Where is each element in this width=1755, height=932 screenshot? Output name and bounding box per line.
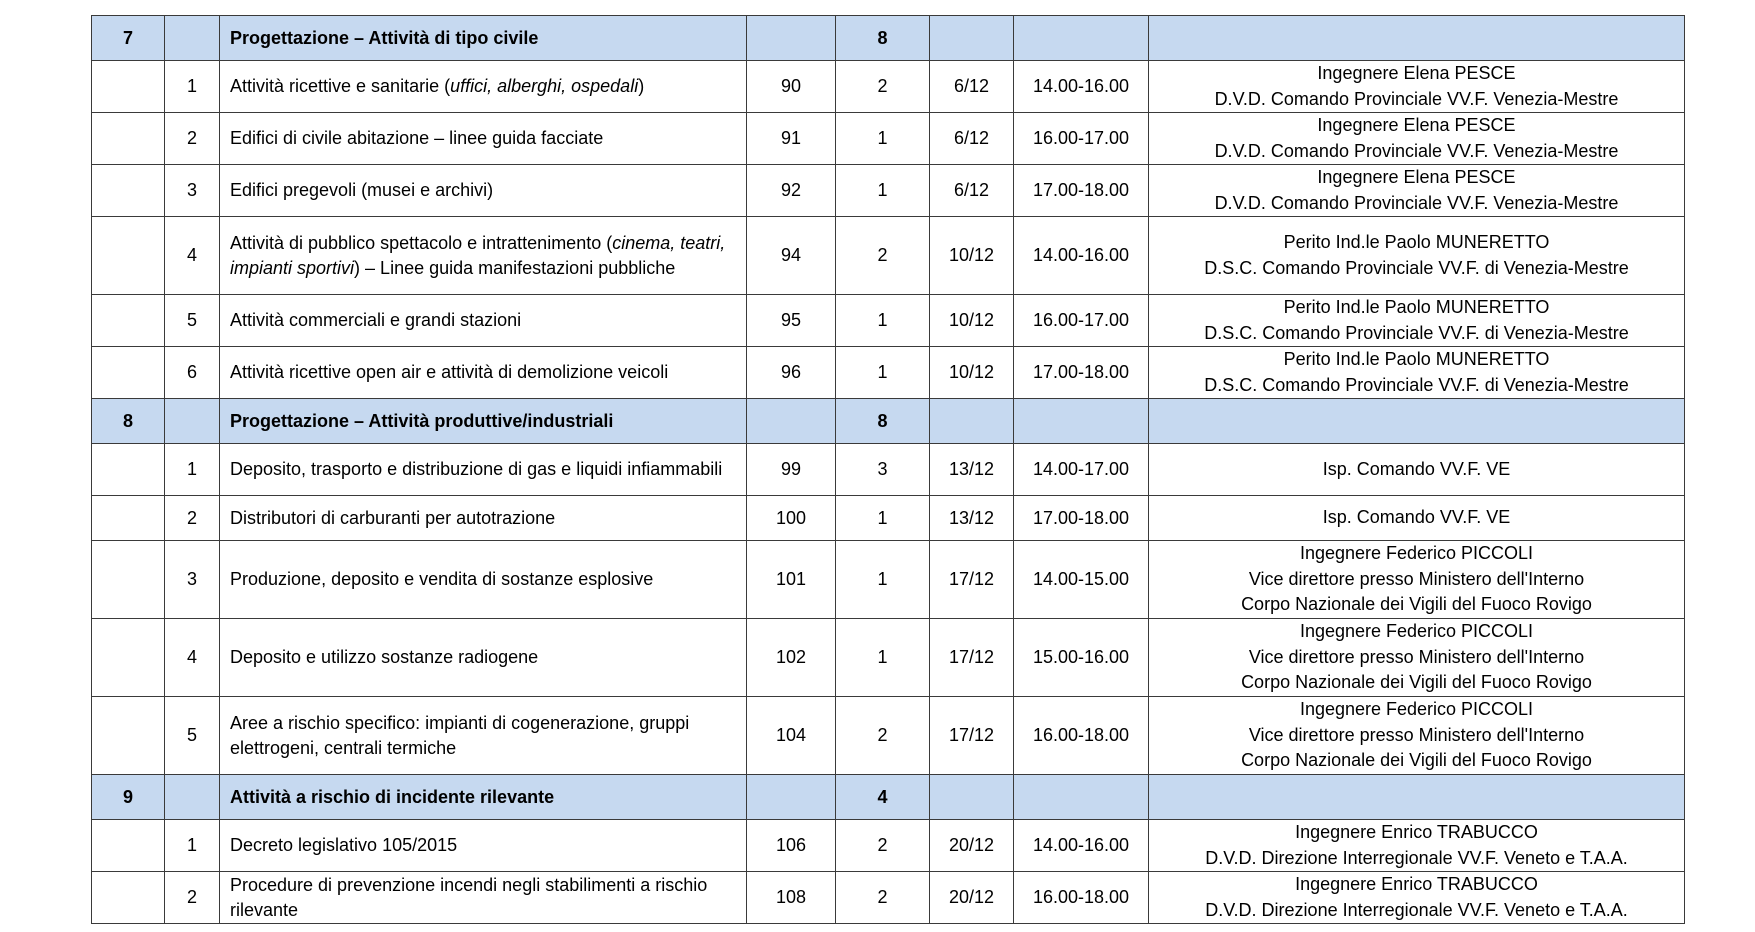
lesson-number: 5: [165, 697, 220, 775]
lesson-description: [220, 61, 747, 113]
section-hours-total: 8: [836, 399, 930, 444]
lesson-number-empty: [165, 399, 220, 444]
lesson-time: 17.00-18.00: [1014, 496, 1149, 541]
teacher-line: D.S.C. Comando Provinciale VV.F. di Venezia-Mestre: [1204, 374, 1629, 395]
teacher-line: D.S.C. Comando Provinciale VV.F. di Venezia-Mestre: [1204, 257, 1629, 278]
module-number: 7: [92, 16, 165, 61]
description-text: Aree a rischio specifico: impianti di cogenerazione, gruppi elettrogeni, centrali termiche: [230, 712, 690, 758]
article-number: 101: [747, 541, 836, 619]
time-empty: [1014, 16, 1149, 61]
section-header-row: [92, 775, 1685, 820]
lesson-date: 17/12: [930, 619, 1014, 697]
lesson-hours: 3: [836, 444, 930, 496]
article-number: 100: [747, 496, 836, 541]
teacher-empty: [1149, 399, 1685, 444]
table-row: [92, 444, 1685, 496]
lesson-time: 15.00-16.00: [1014, 619, 1149, 697]
lesson-time: 14.00-16.00: [1014, 820, 1149, 872]
description-text: Distributori di carburanti per autotrazione: [230, 507, 556, 528]
article-number: 99: [747, 444, 836, 496]
lesson-number-empty: [165, 775, 220, 820]
teacher: [1149, 295, 1685, 347]
table-row: [92, 217, 1685, 295]
table-row: [92, 113, 1685, 165]
teacher: [1149, 872, 1685, 924]
lesson-description: [220, 113, 747, 165]
lesson-date: 10/12: [930, 295, 1014, 347]
lesson-description: [220, 165, 747, 217]
lesson-date: 20/12: [930, 820, 1014, 872]
section-hours-total: 8: [836, 16, 930, 61]
lesson-date: 6/12: [930, 165, 1014, 217]
section-hours-total: 4: [836, 775, 930, 820]
lesson-number: 5: [165, 295, 220, 347]
lesson-number: 1: [165, 444, 220, 496]
teacher: [1149, 165, 1685, 217]
teacher: [1149, 697, 1685, 775]
teacher-line: Corpo Nazionale dei Vigili del Fuoco Rovigo: [1241, 594, 1592, 615]
teacher-line: Ingegnere Federico PICCOLI: [1299, 543, 1534, 564]
lesson-hours: 1: [836, 496, 930, 541]
lesson-hours: 1: [836, 541, 930, 619]
article-number: 91: [747, 113, 836, 165]
teacher-line: Ingegnere Federico PICCOLI: [1299, 621, 1534, 642]
lesson-date: 20/12: [930, 872, 1014, 924]
teacher-line: Perito Ind.le Paolo MUNERETTO: [1283, 232, 1550, 252]
table-row: [92, 165, 1685, 217]
article-number: 92: [747, 165, 836, 217]
teacher-line: Perito Ind.le Paolo MUNERETTO: [1283, 297, 1550, 317]
teacher-line: Vice direttore presso Ministero dell'Interno: [1248, 724, 1585, 745]
teacher-line: D.V.D. Comando Provinciale VV.F. Venezia-Mestre: [1214, 192, 1619, 213]
lesson-time: 14.00-17.00: [1014, 444, 1149, 496]
module-empty: [92, 820, 165, 872]
lesson-hours: 2: [836, 820, 930, 872]
description-text: cinema, teatri, impianti sportivi: [230, 232, 726, 278]
article-number: 108: [747, 872, 836, 924]
lesson-description: [220, 619, 747, 697]
teacher-line: D.V.D. Direzione Interregionale VV.F. Veneto e T.A.A.: [1205, 847, 1628, 868]
section-title: Progettazione – Attività di tipo civile: [220, 16, 747, 61]
module-empty: [92, 619, 165, 697]
lesson-number: 1: [165, 61, 220, 113]
lesson-number-empty: [165, 16, 220, 61]
time-empty: [1014, 399, 1149, 444]
teacher-empty: [1149, 775, 1685, 820]
teacher: [1149, 619, 1685, 697]
table-row: [92, 61, 1685, 113]
lesson-description: [220, 217, 747, 295]
description-text: Procedure di prevenzione incendi negli stabilimenti a rischio rilevante: [230, 874, 708, 920]
time-empty: [1014, 775, 1149, 820]
article-number: 95: [747, 295, 836, 347]
course-schedule-table: [91, 15, 1685, 924]
date-empty: [930, 775, 1014, 820]
section-title: Attività a rischio di incidente rilevante: [220, 775, 747, 820]
teacher: [1149, 820, 1685, 872]
lesson-number: 4: [165, 217, 220, 295]
teacher-line: Vice direttore presso Ministero dell'Interno: [1248, 646, 1585, 667]
lesson-date: 6/12: [930, 113, 1014, 165]
lesson-description: [220, 541, 747, 619]
module-number: 8: [92, 399, 165, 444]
lesson-time: 14.00-16.00: [1014, 217, 1149, 295]
teacher-line: Vice direttore presso Ministero dell'Interno: [1248, 568, 1585, 589]
lesson-description: [220, 295, 747, 347]
table-row: [92, 295, 1685, 347]
description-text: Edifici pregevoli (musei e archivi): [230, 180, 494, 200]
teacher-line: D.S.C. Comando Provinciale VV.F. di Venezia-Mestre: [1204, 322, 1629, 343]
module-empty: [92, 496, 165, 541]
lesson-description: [220, 872, 747, 924]
description-text: Deposito e utilizzo sostanze radiogene: [230, 647, 539, 667]
lesson-description: [220, 697, 747, 775]
lesson-number: 2: [165, 872, 220, 924]
lesson-description: [220, 347, 747, 399]
teacher-line: Perito Ind.le Paolo MUNERETTO: [1283, 349, 1550, 369]
teacher-line: Isp. Comando VV.F. VE: [1322, 507, 1511, 528]
teacher-line: D.V.D. Direzione Interregionale VV.F. Veneto e T.A.A.: [1205, 899, 1628, 920]
lesson-hours: 2: [836, 61, 930, 113]
lesson-hours: 2: [836, 872, 930, 924]
lesson-number: 6: [165, 347, 220, 399]
lesson-date: 13/12: [930, 444, 1014, 496]
module-empty: [92, 872, 165, 924]
teacher-line: Corpo Nazionale dei Vigili del Fuoco Rovigo: [1241, 750, 1592, 771]
table-row: [92, 619, 1685, 697]
description-text: Edifici di civile abitazione – linee guida facciate: [230, 128, 604, 148]
lesson-number: 1: [165, 820, 220, 872]
lesson-time: 17.00-18.00: [1014, 347, 1149, 399]
table-body: [92, 16, 1685, 924]
lesson-hours: 1: [836, 347, 930, 399]
lesson-date: 10/12: [930, 347, 1014, 399]
teacher-line: Ingegnere Elena PESCE: [1317, 115, 1516, 135]
lesson-hours: 1: [836, 165, 930, 217]
lesson-hours: 1: [836, 619, 930, 697]
lesson-date: 13/12: [930, 496, 1014, 541]
lesson-date: 17/12: [930, 541, 1014, 619]
lesson-number: 4: [165, 619, 220, 697]
description-text: Attività di pubblico spettacolo e intrattenimento (: [230, 232, 613, 253]
lesson-description: [220, 496, 747, 541]
lesson-hours: 1: [836, 113, 930, 165]
lesson-time: 16.00-18.00: [1014, 872, 1149, 924]
lesson-hours: 2: [836, 217, 930, 295]
lesson-time: 17.00-18.00: [1014, 165, 1149, 217]
table-row: [92, 541, 1685, 619]
module-empty: [92, 217, 165, 295]
lesson-time: 16.00-17.00: [1014, 113, 1149, 165]
module-empty: [92, 113, 165, 165]
lesson-description: [220, 444, 747, 496]
description-text: Produzione, deposito e vendita di sostanze esplosive: [230, 569, 654, 589]
lesson-hours: 1: [836, 295, 930, 347]
article-empty: [747, 16, 836, 61]
lesson-time: 14.00-16.00: [1014, 61, 1149, 113]
article-number: 96: [747, 347, 836, 399]
module-empty: [92, 295, 165, 347]
module-number: 9: [92, 775, 165, 820]
description-text: uffici, alberghi, ospedali: [450, 76, 639, 96]
lesson-number: 2: [165, 496, 220, 541]
table-row: [92, 820, 1685, 872]
article-number: 106: [747, 820, 836, 872]
table-row: [92, 872, 1685, 924]
table-row: [92, 697, 1685, 775]
teacher-line: Ingegnere Federico PICCOLI: [1299, 699, 1534, 720]
teacher: [1149, 113, 1685, 165]
description-text: ): [638, 76, 645, 96]
teacher: [1149, 444, 1685, 496]
lesson-time: 16.00-18.00: [1014, 697, 1149, 775]
teacher-line: Ingegnere Elena PESCE: [1317, 63, 1516, 83]
module-empty: [92, 347, 165, 399]
article-empty: [747, 775, 836, 820]
section-header-row: [92, 16, 1685, 61]
teacher: [1149, 541, 1685, 619]
table-row: [92, 347, 1685, 399]
teacher-empty: [1149, 16, 1685, 61]
date-empty: [930, 16, 1014, 61]
description-text: Attività ricettive e sanitarie (: [230, 76, 451, 96]
article-number: 104: [747, 697, 836, 775]
teacher-line: Isp. Comando VV.F. VE: [1322, 458, 1511, 479]
article-empty: [747, 399, 836, 444]
lesson-number: 2: [165, 113, 220, 165]
teacher: [1149, 61, 1685, 113]
teacher-line: Ingegnere Enrico TRABUCCO: [1295, 874, 1538, 894]
lesson-number: 3: [165, 541, 220, 619]
teacher: [1149, 496, 1685, 541]
module-empty: [92, 165, 165, 217]
lesson-number: 3: [165, 165, 220, 217]
teacher: [1149, 217, 1685, 295]
lesson-date: 10/12: [930, 217, 1014, 295]
description-text: Attività ricettive open air e attività di demolizione veicoli: [230, 362, 669, 382]
teacher-line: D.V.D. Comando Provinciale VV.F. Venezia-Mestre: [1214, 140, 1619, 161]
description-text: Attività commerciali e grandi stazioni: [230, 310, 522, 330]
teacher-line: Corpo Nazionale dei Vigili del Fuoco Rovigo: [1241, 672, 1592, 693]
lesson-time: 16.00-17.00: [1014, 295, 1149, 347]
description-text: Decreto legislativo 105/2015: [230, 835, 458, 855]
lesson-hours: 2: [836, 697, 930, 775]
module-empty: [92, 697, 165, 775]
module-empty: [92, 61, 165, 113]
lesson-date: 17/12: [930, 697, 1014, 775]
article-number: 94: [747, 217, 836, 295]
section-header-row: [92, 399, 1685, 444]
teacher-line: Ingegnere Elena PESCE: [1317, 167, 1516, 187]
teacher: [1149, 347, 1685, 399]
section-title: Progettazione – Attività produttive/industriali: [220, 399, 747, 444]
article-number: 90: [747, 61, 836, 113]
article-number: 102: [747, 619, 836, 697]
teacher-line: D.V.D. Comando Provinciale VV.F. Venezia-Mestre: [1214, 88, 1619, 109]
table-row: [92, 496, 1685, 541]
description-text: Deposito, trasporto e distribuzione di gas e liquidi infiammabili: [230, 459, 723, 479]
lesson-description: [220, 820, 747, 872]
date-empty: [930, 399, 1014, 444]
lesson-time: 14.00-15.00: [1014, 541, 1149, 619]
lesson-date: 6/12: [930, 61, 1014, 113]
module-empty: [92, 444, 165, 496]
description-text: ) – Linee guida manifestazioni pubbliche: [354, 257, 676, 278]
teacher-line: Ingegnere Enrico TRABUCCO: [1295, 822, 1538, 842]
module-empty: [92, 541, 165, 619]
